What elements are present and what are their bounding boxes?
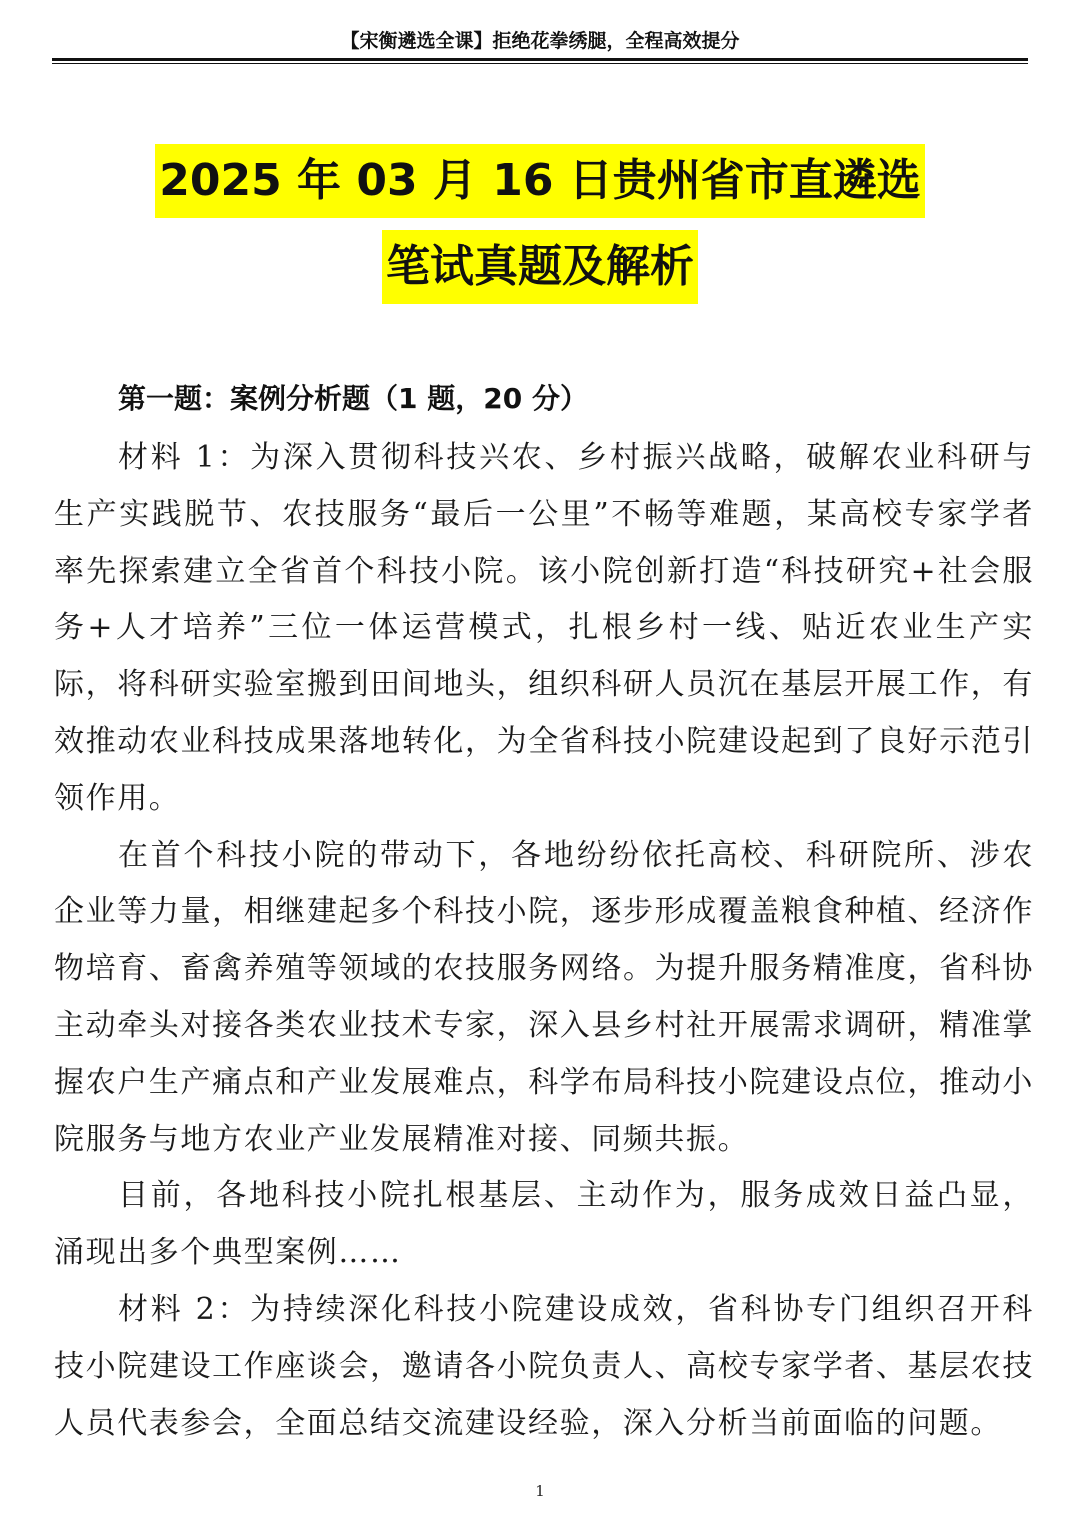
page-header: 【宋衡遴选全课】拒绝花拳绣腿，全程高效提分 (340, 30, 740, 52)
paragraph-material-2: 材料 2：为持续深化科技小院建设成效，省科协专门组织召开科技小院建设工作座谈会，邀请各小院负责人、高校专家学者、基层农技人员代表参会，全面总结交流建设经验，深入分析当前面临的问题。 (54, 1291, 1034, 1441)
paragraph-2: 在首个科技小院的带动下，各地纷纷依托高校、科研院所、涉农企业等力量，相继建起多个科技小院，逐步形成覆盖粮食种植、经济作物培育、畜禽养殖等领域的农技服务网络。为提升服务精准度，省科协主动牵头对接各类农业技术专家，深入县乡村社开展需求调研，精准掌握农户生产痛点和产业发展难点，科学布局科技小院建设点位，推动小院服务与地方农业产业发展精准对接、同频共振。 (54, 837, 1034, 1157)
header-divider-thick (52, 58, 1028, 61)
page-number: 1 (535, 1482, 545, 1500)
title-line-2: 笔试真题及解析 (382, 230, 698, 304)
paragraph-3: 目前，各地科技小院扎根基层、主动作为，服务成效日益凸显，涌现出多个典型案例…… (54, 1178, 1034, 1271)
section-heading: 第一题：案例分析题（1 题，20 分） (118, 382, 588, 415)
paragraph-material-1: 材料 1：为深入贯彻科技兴农、乡村振兴战略，破解农业科研与生产实践脱节、农技服务“最后一公里”不畅等难题，某高校专家学者率先探索建立全省首个科技小院。该小院创新打造“科技研究+社会服务+人才培养”三位一体运营模式，扎根乡村一线、贴近农业生产实际，将科研实验室搬到田间地头，组织科研人员沉在基层开展工作，有效推动农业科技成果落地转化，为全省科技小院建设起到了良好示范引领作用。 (54, 440, 1034, 816)
document-title (0, 144, 1080, 316)
body-text (54, 430, 1034, 1452)
title-line-1: 2025 年 03 月 16 日贵州省市直遴选 (155, 144, 925, 218)
header-divider-thin (52, 63, 1028, 64)
